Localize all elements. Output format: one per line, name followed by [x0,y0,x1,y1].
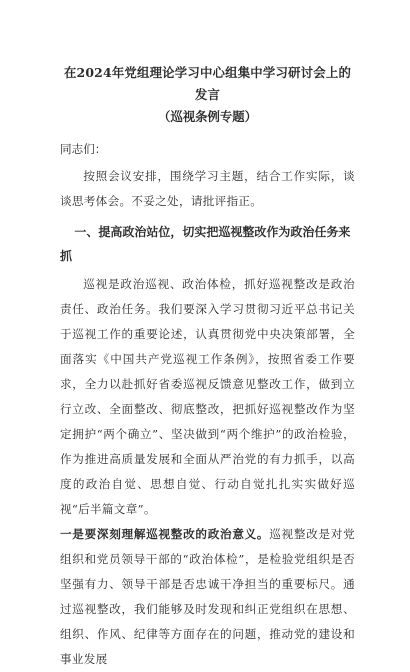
point-1-paragraph [60,522,355,672]
point-1-text: 巡视整改是对党组织和党员领导干部的“政治体检”，是检验党组织是否坚强有力、领导干部是否忠诚干净担当的重要标尺。通过巡视整改，我们能够及时发现和纠正党组织在思想、组织、作风、纪律等方面存在的问题，推动党的建设和事业发展 [60,527,355,666]
section-heading-1: 一、提高政治站位，切实把巡视整改作为政治任务来抓 [60,225,351,263]
intro-paragraph: 按照会议安排，围绕学习主题，结合工作实际，谈谈思考体会。不妥之处，请批评指正。 [60,169,355,208]
document-subtitle: （巡视条例专题） [157,109,258,124]
point-1-lead: 一是要深刻理解巡视整改的政治意义。 [60,527,270,541]
section-1-paragraph: 巡视是政治巡视、政治体检，抓好巡视整改是政治责任、政治任务。我们要深入学习贯彻习近平总书记关于巡视工作的重要论述，认真贯彻党中央决策部署，全面落实《中国共产党巡视工作条例》，按照省委工作要求，全力以赴抓好省委巡视反馈意见整改工作，做到立行立改、全面整改、彻底整改，把抓好巡视整改作为坚定拥护“两个确立”、坚决做到“两个维护”的政治检验，作为推进高质量发展和全面从严治党的有力抓手，以高度的政治自觉、思想自觉、行动自觉扎扎实实做好巡视“后半篇文章”。 [60,277,355,516]
salutation: 同志们： [60,142,107,156]
document-title: 在2024年党组理论学习中心组集中学习研讨会上的发言 [63,65,352,102]
